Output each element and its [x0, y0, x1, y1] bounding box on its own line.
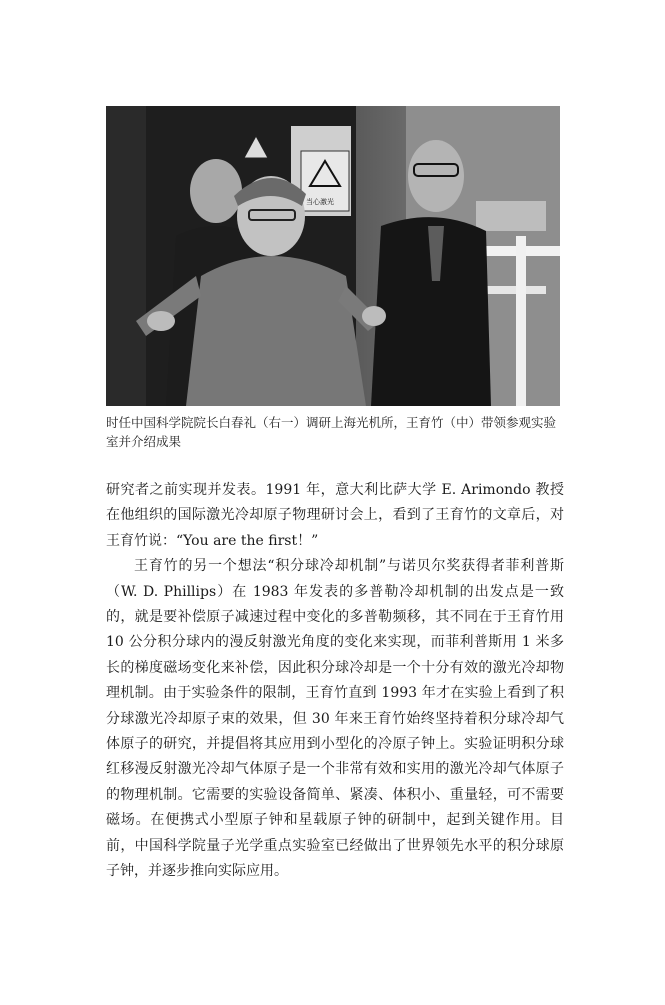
photo-caption: 时任中国科学院院长白春礼（右一）调研上海光机所，王育竹（中）带领参观实验室并介绍成果: [106, 415, 557, 449]
laser-warning-sign-text: 当心激光: [306, 198, 334, 206]
body-text: [106, 478, 564, 885]
paragraph: 王育竹的另一个想法“积分球冷却机制”与诺贝尔奖获得者菲利普斯（W. D. Phillips）在 1983 年发表的多普勒冷却机制的出发点是一致的，就是要补偿原子减速过程中变化的多普勒频移，其不同在于王育竹用 10 公分积分球内的漫反射激光角度的变化来实现，而菲利普斯用 1 米多长的梯度磁场变化来补偿，因此积分球冷却是一个十分有效的激光冷却物理机制。由于实验条件的限制，王育竹直到 1993 年才在实验上看到了积分球激光冷却原子束的效果，但 30 年来王育竹始终坚持着积分球冷却气体原子的研究，并提倡将其应用到小型化的冷原子钟上。实验证明积分球红移漫反射激光冷却气体原子是一个非常有效和实用的激光冷却气体原子的物理机制。它需要的实验设备简单、紧凑、体积小、重量轻，可不需要磁场。在便携式小型原子钟和星载原子钟的研制中，起到关键作用。目前，中国科学院量子光学重点实验室已经做出了世界领先水平的积分球原子钟，并逐步推向实际应用。: [106, 558, 564, 880]
lab-visit-photo: [106, 106, 560, 406]
paragraph: 研究者之前实现并发表。1991 年，意大利比萨大学 E. Arimondo 教授在他组织的国际激光冷却原子物理研讨会上，看到了王育竹的文章后，对王育竹说：“You are the first！”: [106, 482, 564, 549]
photo-illustration: [106, 106, 560, 406]
